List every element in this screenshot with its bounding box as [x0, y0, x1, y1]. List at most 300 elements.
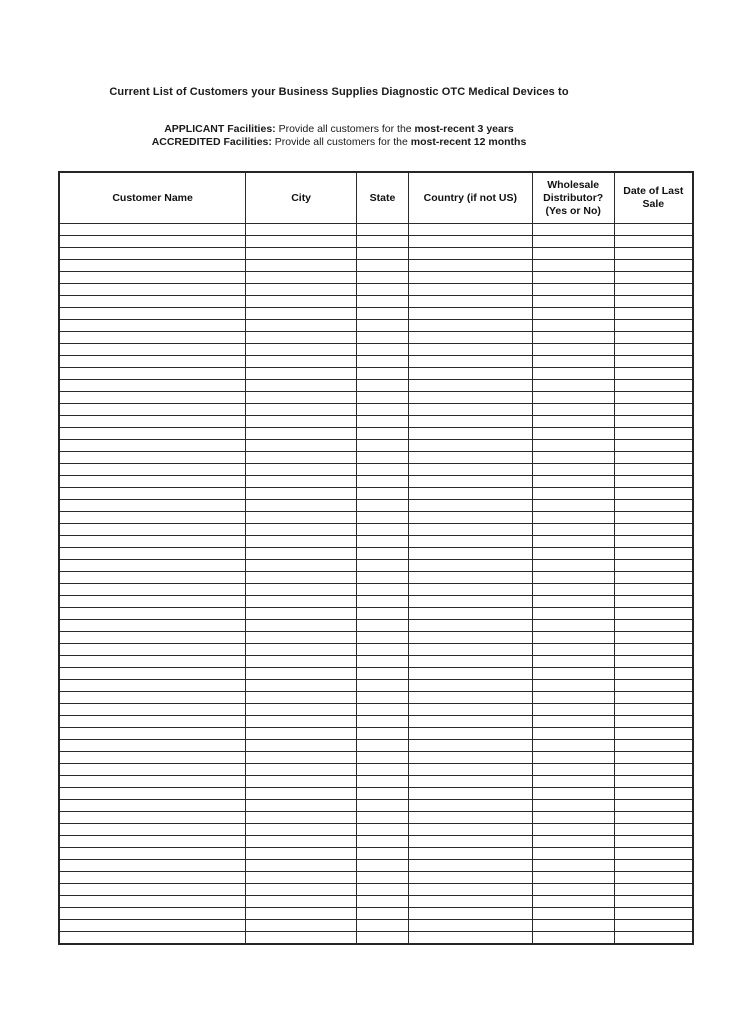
cell-country[interactable]: [408, 344, 532, 356]
cell-state[interactable]: [357, 704, 409, 716]
cell-country[interactable]: [408, 860, 532, 872]
cell-wholesale[interactable]: [532, 524, 614, 536]
cell-city[interactable]: [246, 368, 357, 380]
cell-date_of_last_sale[interactable]: [614, 380, 693, 392]
cell-customer_name[interactable]: [59, 524, 246, 536]
cell-state[interactable]: [357, 272, 409, 284]
cell-wholesale[interactable]: [532, 296, 614, 308]
cell-state[interactable]: [357, 536, 409, 548]
cell-date_of_last_sale[interactable]: [614, 812, 693, 824]
cell-date_of_last_sale[interactable]: [614, 464, 693, 476]
cell-date_of_last_sale[interactable]: [614, 884, 693, 896]
cell-customer_name[interactable]: [59, 560, 246, 572]
cell-state[interactable]: [357, 884, 409, 896]
cell-city[interactable]: [246, 332, 357, 344]
cell-country[interactable]: [408, 572, 532, 584]
cell-customer_name[interactable]: [59, 812, 246, 824]
cell-country[interactable]: [408, 752, 532, 764]
cell-date_of_last_sale[interactable]: [614, 260, 693, 272]
cell-state[interactable]: [357, 716, 409, 728]
cell-city[interactable]: [246, 596, 357, 608]
cell-city[interactable]: [246, 764, 357, 776]
cell-customer_name[interactable]: [59, 428, 246, 440]
cell-country[interactable]: [408, 608, 532, 620]
cell-date_of_last_sale[interactable]: [614, 608, 693, 620]
cell-city[interactable]: [246, 704, 357, 716]
cell-country[interactable]: [408, 224, 532, 236]
cell-date_of_last_sale[interactable]: [614, 692, 693, 704]
cell-wholesale[interactable]: [532, 440, 614, 452]
cell-city[interactable]: [246, 740, 357, 752]
cell-wholesale[interactable]: [532, 260, 614, 272]
cell-customer_name[interactable]: [59, 836, 246, 848]
cell-state[interactable]: [357, 296, 409, 308]
cell-customer_name[interactable]: [59, 500, 246, 512]
cell-customer_name[interactable]: [59, 392, 246, 404]
cell-date_of_last_sale[interactable]: [614, 452, 693, 464]
cell-state[interactable]: [357, 572, 409, 584]
cell-date_of_last_sale[interactable]: [614, 272, 693, 284]
cell-state[interactable]: [357, 680, 409, 692]
cell-city[interactable]: [246, 356, 357, 368]
cell-city[interactable]: [246, 440, 357, 452]
cell-country[interactable]: [408, 536, 532, 548]
cell-state[interactable]: [357, 548, 409, 560]
cell-customer_name[interactable]: [59, 872, 246, 884]
cell-date_of_last_sale[interactable]: [614, 524, 693, 536]
cell-state[interactable]: [357, 488, 409, 500]
cell-state[interactable]: [357, 452, 409, 464]
cell-date_of_last_sale[interactable]: [614, 896, 693, 908]
cell-customer_name[interactable]: [59, 848, 246, 860]
cell-country[interactable]: [408, 596, 532, 608]
cell-city[interactable]: [246, 224, 357, 236]
cell-country[interactable]: [408, 800, 532, 812]
cell-customer_name[interactable]: [59, 644, 246, 656]
cell-date_of_last_sale[interactable]: [614, 512, 693, 524]
cell-customer_name[interactable]: [59, 536, 246, 548]
cell-city[interactable]: [246, 248, 357, 260]
cell-state[interactable]: [357, 836, 409, 848]
cell-wholesale[interactable]: [532, 932, 614, 945]
cell-city[interactable]: [246, 500, 357, 512]
cell-date_of_last_sale[interactable]: [614, 728, 693, 740]
cell-state[interactable]: [357, 608, 409, 620]
cell-state[interactable]: [357, 404, 409, 416]
cell-country[interactable]: [408, 620, 532, 632]
cell-date_of_last_sale[interactable]: [614, 680, 693, 692]
cell-country[interactable]: [408, 668, 532, 680]
cell-state[interactable]: [357, 932, 409, 945]
cell-city[interactable]: [246, 932, 357, 945]
cell-country[interactable]: [408, 704, 532, 716]
cell-date_of_last_sale[interactable]: [614, 320, 693, 332]
cell-date_of_last_sale[interactable]: [614, 296, 693, 308]
cell-wholesale[interactable]: [532, 608, 614, 620]
cell-customer_name[interactable]: [59, 920, 246, 932]
cell-customer_name[interactable]: [59, 656, 246, 668]
cell-customer_name[interactable]: [59, 572, 246, 584]
cell-city[interactable]: [246, 488, 357, 500]
cell-state[interactable]: [357, 896, 409, 908]
cell-wholesale[interactable]: [532, 368, 614, 380]
cell-wholesale[interactable]: [532, 560, 614, 572]
cell-city[interactable]: [246, 464, 357, 476]
cell-city[interactable]: [246, 284, 357, 296]
cell-state[interactable]: [357, 728, 409, 740]
cell-customer_name[interactable]: [59, 488, 246, 500]
cell-customer_name[interactable]: [59, 404, 246, 416]
cell-country[interactable]: [408, 644, 532, 656]
cell-wholesale[interactable]: [532, 404, 614, 416]
cell-city[interactable]: [246, 788, 357, 800]
cell-customer_name[interactable]: [59, 824, 246, 836]
cell-wholesale[interactable]: [532, 884, 614, 896]
cell-customer_name[interactable]: [59, 248, 246, 260]
cell-country[interactable]: [408, 776, 532, 788]
cell-date_of_last_sale[interactable]: [614, 584, 693, 596]
cell-city[interactable]: [246, 308, 357, 320]
cell-state[interactable]: [357, 764, 409, 776]
cell-customer_name[interactable]: [59, 596, 246, 608]
cell-wholesale[interactable]: [532, 896, 614, 908]
cell-customer_name[interactable]: [59, 896, 246, 908]
cell-customer_name[interactable]: [59, 608, 246, 620]
cell-customer_name[interactable]: [59, 296, 246, 308]
cell-customer_name[interactable]: [59, 800, 246, 812]
cell-city[interactable]: [246, 908, 357, 920]
cell-state[interactable]: [357, 800, 409, 812]
cell-customer_name[interactable]: [59, 788, 246, 800]
cell-wholesale[interactable]: [532, 584, 614, 596]
cell-country[interactable]: [408, 584, 532, 596]
cell-country[interactable]: [408, 248, 532, 260]
cell-state[interactable]: [357, 428, 409, 440]
cell-wholesale[interactable]: [532, 224, 614, 236]
cell-customer_name[interactable]: [59, 464, 246, 476]
cell-city[interactable]: [246, 380, 357, 392]
cell-wholesale[interactable]: [532, 752, 614, 764]
cell-state[interactable]: [357, 596, 409, 608]
cell-city[interactable]: [246, 548, 357, 560]
cell-date_of_last_sale[interactable]: [614, 668, 693, 680]
cell-wholesale[interactable]: [532, 308, 614, 320]
cell-customer_name[interactable]: [59, 632, 246, 644]
cell-state[interactable]: [357, 380, 409, 392]
cell-wholesale[interactable]: [532, 800, 614, 812]
cell-state[interactable]: [357, 908, 409, 920]
cell-city[interactable]: [246, 824, 357, 836]
cell-country[interactable]: [408, 548, 532, 560]
cell-wholesale[interactable]: [532, 536, 614, 548]
cell-wholesale[interactable]: [532, 392, 614, 404]
cell-customer_name[interactable]: [59, 860, 246, 872]
cell-wholesale[interactable]: [532, 380, 614, 392]
cell-customer_name[interactable]: [59, 344, 246, 356]
cell-customer_name[interactable]: [59, 752, 246, 764]
cell-wholesale[interactable]: [532, 488, 614, 500]
cell-customer_name[interactable]: [59, 668, 246, 680]
cell-customer_name[interactable]: [59, 584, 246, 596]
cell-date_of_last_sale[interactable]: [614, 656, 693, 668]
cell-country[interactable]: [408, 908, 532, 920]
cell-customer_name[interactable]: [59, 224, 246, 236]
cell-city[interactable]: [246, 260, 357, 272]
cell-state[interactable]: [357, 320, 409, 332]
cell-customer_name[interactable]: [59, 236, 246, 248]
cell-country[interactable]: [408, 932, 532, 945]
cell-state[interactable]: [357, 668, 409, 680]
cell-city[interactable]: [246, 836, 357, 848]
cell-wholesale[interactable]: [532, 344, 614, 356]
cell-country[interactable]: [408, 524, 532, 536]
cell-wholesale[interactable]: [532, 416, 614, 428]
cell-state[interactable]: [357, 332, 409, 344]
cell-state[interactable]: [357, 824, 409, 836]
cell-date_of_last_sale[interactable]: [614, 308, 693, 320]
cell-date_of_last_sale[interactable]: [614, 404, 693, 416]
cell-country[interactable]: [408, 848, 532, 860]
cell-state[interactable]: [357, 464, 409, 476]
cell-state[interactable]: [357, 752, 409, 764]
cell-wholesale[interactable]: [532, 656, 614, 668]
cell-country[interactable]: [408, 476, 532, 488]
cell-date_of_last_sale[interactable]: [614, 752, 693, 764]
cell-date_of_last_sale[interactable]: [614, 920, 693, 932]
cell-wholesale[interactable]: [532, 272, 614, 284]
cell-country[interactable]: [408, 440, 532, 452]
cell-date_of_last_sale[interactable]: [614, 620, 693, 632]
cell-state[interactable]: [357, 560, 409, 572]
cell-customer_name[interactable]: [59, 728, 246, 740]
cell-country[interactable]: [408, 920, 532, 932]
cell-country[interactable]: [408, 392, 532, 404]
cell-country[interactable]: [408, 404, 532, 416]
cell-city[interactable]: [246, 392, 357, 404]
cell-customer_name[interactable]: [59, 320, 246, 332]
cell-city[interactable]: [246, 668, 357, 680]
cell-wholesale[interactable]: [532, 548, 614, 560]
cell-date_of_last_sale[interactable]: [614, 236, 693, 248]
cell-country[interactable]: [408, 872, 532, 884]
cell-city[interactable]: [246, 728, 357, 740]
cell-customer_name[interactable]: [59, 908, 246, 920]
cell-date_of_last_sale[interactable]: [614, 500, 693, 512]
cell-date_of_last_sale[interactable]: [614, 428, 693, 440]
cell-date_of_last_sale[interactable]: [614, 764, 693, 776]
cell-date_of_last_sale[interactable]: [614, 368, 693, 380]
cell-city[interactable]: [246, 416, 357, 428]
cell-date_of_last_sale[interactable]: [614, 488, 693, 500]
cell-country[interactable]: [408, 728, 532, 740]
cell-customer_name[interactable]: [59, 272, 246, 284]
cell-country[interactable]: [408, 680, 532, 692]
cell-customer_name[interactable]: [59, 440, 246, 452]
cell-city[interactable]: [246, 812, 357, 824]
cell-city[interactable]: [246, 428, 357, 440]
cell-state[interactable]: [357, 416, 409, 428]
cell-customer_name[interactable]: [59, 680, 246, 692]
cell-state[interactable]: [357, 584, 409, 596]
cell-state[interactable]: [357, 224, 409, 236]
cell-country[interactable]: [408, 692, 532, 704]
cell-country[interactable]: [408, 788, 532, 800]
cell-country[interactable]: [408, 416, 532, 428]
cell-country[interactable]: [408, 308, 532, 320]
cell-city[interactable]: [246, 656, 357, 668]
cell-city[interactable]: [246, 884, 357, 896]
cell-date_of_last_sale[interactable]: [614, 572, 693, 584]
cell-customer_name[interactable]: [59, 380, 246, 392]
cell-country[interactable]: [408, 896, 532, 908]
cell-country[interactable]: [408, 368, 532, 380]
cell-wholesale[interactable]: [532, 824, 614, 836]
cell-wholesale[interactable]: [532, 332, 614, 344]
cell-customer_name[interactable]: [59, 932, 246, 945]
cell-wholesale[interactable]: [532, 848, 614, 860]
cell-date_of_last_sale[interactable]: [614, 632, 693, 644]
cell-country[interactable]: [408, 812, 532, 824]
cell-city[interactable]: [246, 800, 357, 812]
cell-state[interactable]: [357, 440, 409, 452]
cell-city[interactable]: [246, 524, 357, 536]
cell-country[interactable]: [408, 296, 532, 308]
cell-customer_name[interactable]: [59, 884, 246, 896]
cell-wholesale[interactable]: [532, 692, 614, 704]
cell-customer_name[interactable]: [59, 704, 246, 716]
cell-date_of_last_sale[interactable]: [614, 776, 693, 788]
cell-date_of_last_sale[interactable]: [614, 548, 693, 560]
cell-wholesale[interactable]: [532, 860, 614, 872]
cell-wholesale[interactable]: [532, 728, 614, 740]
cell-wholesale[interactable]: [532, 572, 614, 584]
cell-wholesale[interactable]: [532, 776, 614, 788]
cell-city[interactable]: [246, 272, 357, 284]
cell-wholesale[interactable]: [532, 716, 614, 728]
cell-wholesale[interactable]: [532, 644, 614, 656]
cell-country[interactable]: [408, 332, 532, 344]
cell-date_of_last_sale[interactable]: [614, 344, 693, 356]
cell-state[interactable]: [357, 656, 409, 668]
cell-customer_name[interactable]: [59, 692, 246, 704]
cell-country[interactable]: [408, 824, 532, 836]
cell-wholesale[interactable]: [532, 284, 614, 296]
cell-date_of_last_sale[interactable]: [614, 224, 693, 236]
cell-city[interactable]: [246, 644, 357, 656]
cell-city[interactable]: [246, 680, 357, 692]
cell-city[interactable]: [246, 620, 357, 632]
cell-wholesale[interactable]: [532, 428, 614, 440]
cell-state[interactable]: [357, 920, 409, 932]
cell-country[interactable]: [408, 488, 532, 500]
cell-date_of_last_sale[interactable]: [614, 740, 693, 752]
cell-wholesale[interactable]: [532, 920, 614, 932]
cell-city[interactable]: [246, 872, 357, 884]
cell-wholesale[interactable]: [532, 512, 614, 524]
cell-customer_name[interactable]: [59, 356, 246, 368]
cell-date_of_last_sale[interactable]: [614, 860, 693, 872]
cell-city[interactable]: [246, 776, 357, 788]
cell-date_of_last_sale[interactable]: [614, 848, 693, 860]
cell-country[interactable]: [408, 272, 532, 284]
cell-state[interactable]: [357, 740, 409, 752]
cell-country[interactable]: [408, 740, 532, 752]
cell-date_of_last_sale[interactable]: [614, 284, 693, 296]
cell-date_of_last_sale[interactable]: [614, 536, 693, 548]
cell-customer_name[interactable]: [59, 308, 246, 320]
cell-date_of_last_sale[interactable]: [614, 416, 693, 428]
cell-wholesale[interactable]: [532, 464, 614, 476]
cell-wholesale[interactable]: [532, 788, 614, 800]
cell-wholesale[interactable]: [532, 248, 614, 260]
cell-city[interactable]: [246, 608, 357, 620]
cell-date_of_last_sale[interactable]: [614, 704, 693, 716]
cell-wholesale[interactable]: [532, 668, 614, 680]
cell-customer_name[interactable]: [59, 620, 246, 632]
cell-country[interactable]: [408, 716, 532, 728]
cell-wholesale[interactable]: [532, 704, 614, 716]
cell-date_of_last_sale[interactable]: [614, 836, 693, 848]
cell-wholesale[interactable]: [532, 680, 614, 692]
cell-country[interactable]: [408, 560, 532, 572]
cell-customer_name[interactable]: [59, 512, 246, 524]
cell-city[interactable]: [246, 860, 357, 872]
cell-country[interactable]: [408, 428, 532, 440]
cell-city[interactable]: [246, 560, 357, 572]
cell-date_of_last_sale[interactable]: [614, 932, 693, 945]
cell-city[interactable]: [246, 632, 357, 644]
cell-state[interactable]: [357, 476, 409, 488]
cell-city[interactable]: [246, 296, 357, 308]
cell-country[interactable]: [408, 512, 532, 524]
cell-date_of_last_sale[interactable]: [614, 824, 693, 836]
cell-date_of_last_sale[interactable]: [614, 644, 693, 656]
cell-customer_name[interactable]: [59, 260, 246, 272]
cell-city[interactable]: [246, 476, 357, 488]
cell-state[interactable]: [357, 392, 409, 404]
cell-city[interactable]: [246, 452, 357, 464]
cell-country[interactable]: [408, 356, 532, 368]
cell-date_of_last_sale[interactable]: [614, 476, 693, 488]
cell-customer_name[interactable]: [59, 284, 246, 296]
cell-country[interactable]: [408, 452, 532, 464]
cell-wholesale[interactable]: [532, 812, 614, 824]
cell-customer_name[interactable]: [59, 452, 246, 464]
cell-state[interactable]: [357, 248, 409, 260]
cell-date_of_last_sale[interactable]: [614, 392, 693, 404]
cell-date_of_last_sale[interactable]: [614, 800, 693, 812]
cell-customer_name[interactable]: [59, 740, 246, 752]
cell-city[interactable]: [246, 896, 357, 908]
cell-city[interactable]: [246, 344, 357, 356]
cell-wholesale[interactable]: [532, 908, 614, 920]
cell-state[interactable]: [357, 872, 409, 884]
cell-date_of_last_sale[interactable]: [614, 560, 693, 572]
cell-state[interactable]: [357, 692, 409, 704]
cell-state[interactable]: [357, 524, 409, 536]
cell-state[interactable]: [357, 344, 409, 356]
cell-country[interactable]: [408, 884, 532, 896]
cell-country[interactable]: [408, 764, 532, 776]
cell-city[interactable]: [246, 236, 357, 248]
cell-city[interactable]: [246, 536, 357, 548]
cell-wholesale[interactable]: [532, 452, 614, 464]
cell-city[interactable]: [246, 848, 357, 860]
cell-country[interactable]: [408, 836, 532, 848]
cell-city[interactable]: [246, 572, 357, 584]
cell-wholesale[interactable]: [532, 632, 614, 644]
cell-state[interactable]: [357, 260, 409, 272]
